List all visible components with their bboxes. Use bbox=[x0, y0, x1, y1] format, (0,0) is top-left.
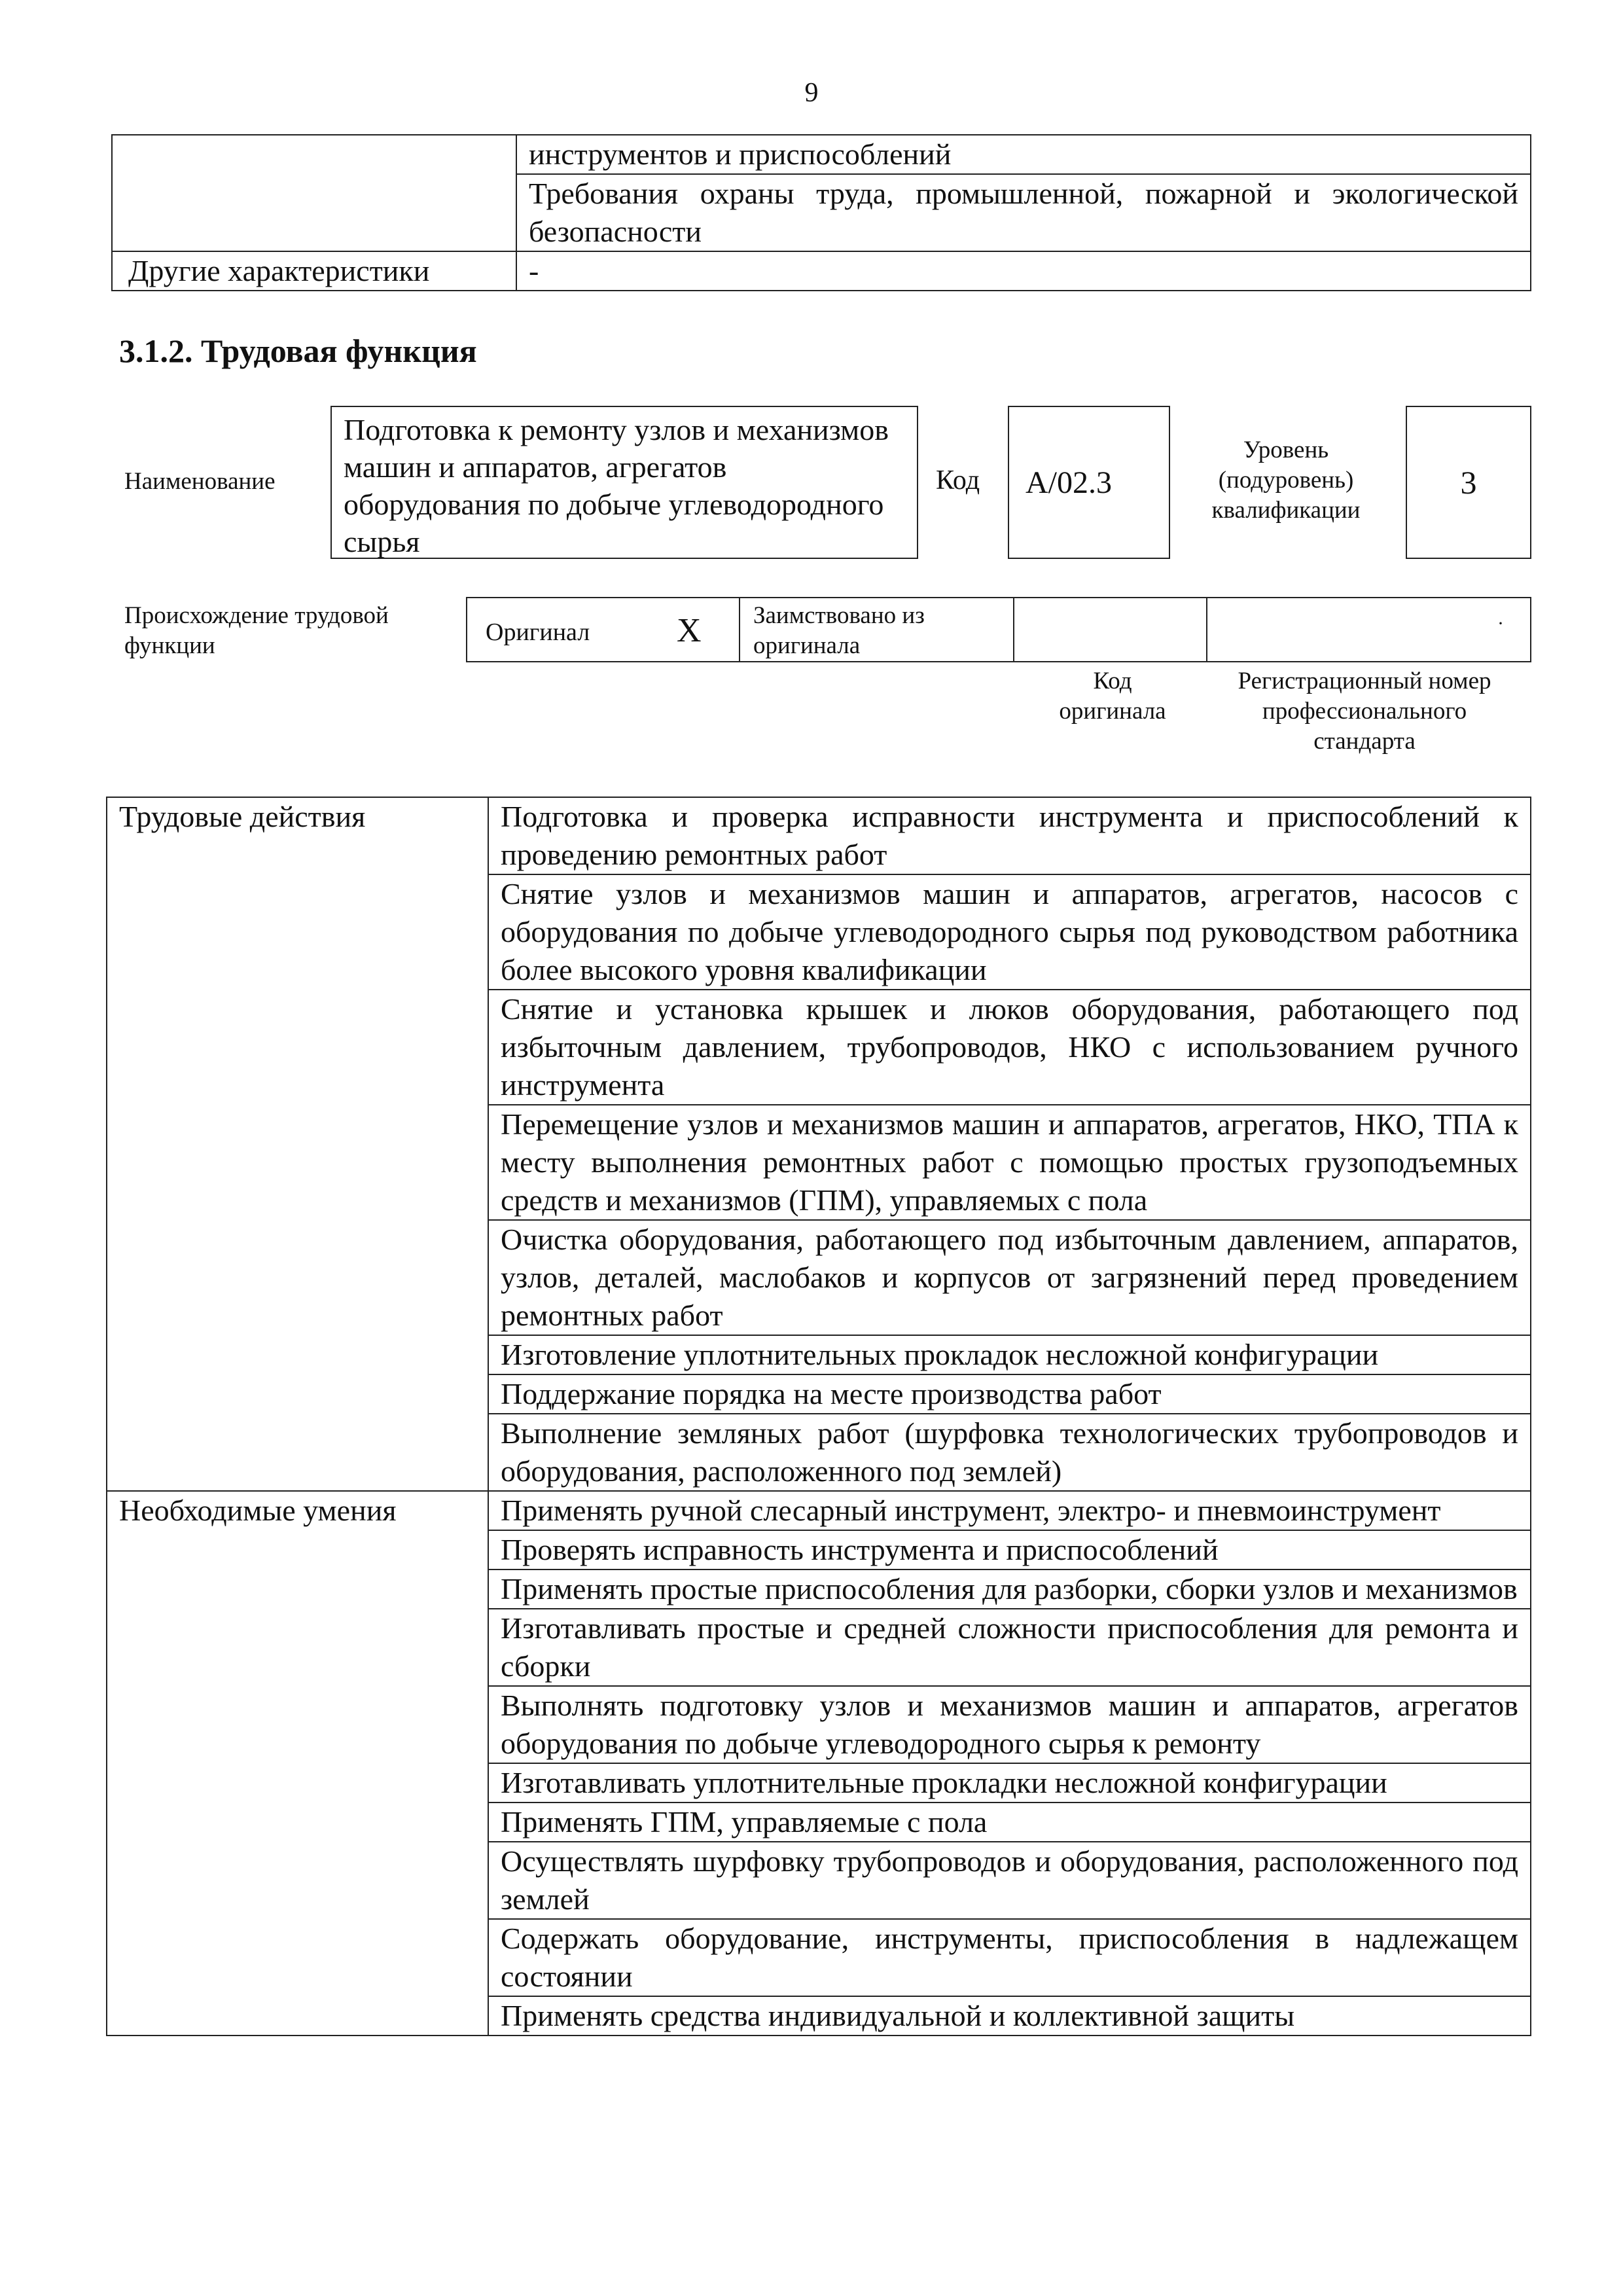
section-heading: 3.1.2. Трудовая функция bbox=[119, 332, 477, 369]
skill-item: Изготавливать простые и средней сложности приспособления для ремонта и сборки bbox=[488, 1609, 1531, 1686]
skill-item: Выполнять подготовку узлов и механизмов машин и аппаратов, агрегатов оборудования по добыче углеводородного сырья к ремонту bbox=[488, 1686, 1531, 1763]
reg-number-caption: Регистрационный номер профессионального стандарта bbox=[1238, 668, 1491, 755]
skill-item: Проверять исправность инструмента и приспособлений bbox=[488, 1530, 1531, 1570]
qualification-level-label: Уровень (подуровень) квалификации bbox=[1211, 437, 1361, 524]
table-row bbox=[107, 1491, 1531, 1530]
skill-item: Применять простые приспособления для разборки, сборки узлов и механизмов bbox=[488, 1570, 1531, 1609]
code-label: Код bbox=[936, 465, 980, 495]
borrowed-label: Заимствовано из оригинала bbox=[740, 598, 1014, 661]
function-name-box: Подготовка к ремонту узлов и механизмов машин и аппаратов, агрегатов оборудования по добыче углеводородного сырья bbox=[330, 406, 918, 559]
row-label bbox=[112, 135, 516, 174]
table-row bbox=[112, 135, 1531, 174]
skill-item: Содержать оборудование, инструменты, приспособления в надлежащем состоянии bbox=[488, 1919, 1531, 1996]
origin-row bbox=[466, 597, 1531, 662]
labor-action-item: Очистка оборудования, работающего под избыточным давлением, аппаратов, узлов, деталей, маслобаков и корпусов от загрязнений перед проведением ремонтных работ bbox=[488, 1220, 1531, 1335]
labor-action-item: Подготовка и проверка исправности инструмента и приспособлений к проведению ремонтных работ bbox=[488, 797, 1531, 874]
skill-item: Изготавливать уплотнительные прокладки несложной конфигурации bbox=[488, 1763, 1531, 1803]
reg-number-cell: · bbox=[1497, 613, 1504, 634]
original-label: Оригинал bbox=[486, 619, 590, 646]
row-value: - bbox=[516, 251, 1531, 291]
table-row bbox=[107, 797, 1531, 874]
origin-original-cell bbox=[467, 598, 740, 661]
labor-action-item: Снятие и установка крышек и люков оборудования, работающего под избыточным давлением, трубопроводов, НКО с использованием ручного инструмента bbox=[488, 990, 1531, 1105]
table-row bbox=[112, 174, 1531, 251]
row-value: Требования охраны труда, промышленной, пожарной и экологической безопасности bbox=[516, 174, 1531, 251]
code-original-caption: Код оригинала bbox=[1059, 668, 1166, 725]
code-original-cell bbox=[1014, 598, 1207, 661]
row-label bbox=[112, 174, 516, 251]
labor-action-item: Перемещение узлов и механизмов машин и аппаратов, агрегатов, НКО, ТПА к месту выполнения ремонтных работ с помощью простых грузоподъемных средств и механизмов (ГПМ), управляемых с пола bbox=[488, 1105, 1531, 1220]
function-code-box: А/02.3 bbox=[1008, 406, 1170, 559]
function-details-table bbox=[106, 797, 1531, 2036]
labor-action-item: Выполнение земляных работ (шурфовка технологических трубопроводов и оборудования, расположенного под землей) bbox=[488, 1414, 1531, 1491]
top-continuation-table bbox=[111, 134, 1531, 291]
row-label-other-characteristics: Другие характеристики bbox=[112, 251, 516, 291]
row-value: инструментов и приспособлений bbox=[516, 135, 1531, 174]
origin-label: Происхождение трудовой функции bbox=[124, 602, 389, 659]
skill-item: Осуществлять шурфовку трубопроводов и оборудования, расположенного под землей bbox=[488, 1842, 1531, 1919]
labor-action-item: Изготовление уплотнительных прокладок несложной конфигурации bbox=[488, 1335, 1531, 1374]
skill-item: Применять средства индивидуальной и коллективной защиты bbox=[488, 1996, 1531, 2036]
table-row bbox=[112, 251, 1531, 291]
skill-item: Применять ручной слесарный инструмент, электро- и пневмоинструмент bbox=[488, 1491, 1531, 1530]
skill-item: Применять ГПМ, управляемые с пола bbox=[488, 1803, 1531, 1842]
name-label: Наименование bbox=[124, 468, 276, 495]
original-mark: X bbox=[677, 612, 702, 649]
required-skills-label: Необходимые умения bbox=[107, 1491, 488, 2036]
page-number: 9 bbox=[804, 78, 819, 108]
labor-action-item: Снятие узлов и механизмов машин и аппаратов, агрегатов, насосов с оборудования по добыче углеводородного сырья под руководством работника более высокого уровня квалификации bbox=[488, 874, 1531, 990]
labor-actions-label: Трудовые действия bbox=[107, 797, 488, 1491]
qualification-level-box: 3 bbox=[1406, 406, 1531, 559]
labor-action-item: Поддержание порядка на месте производства работ bbox=[488, 1374, 1531, 1414]
